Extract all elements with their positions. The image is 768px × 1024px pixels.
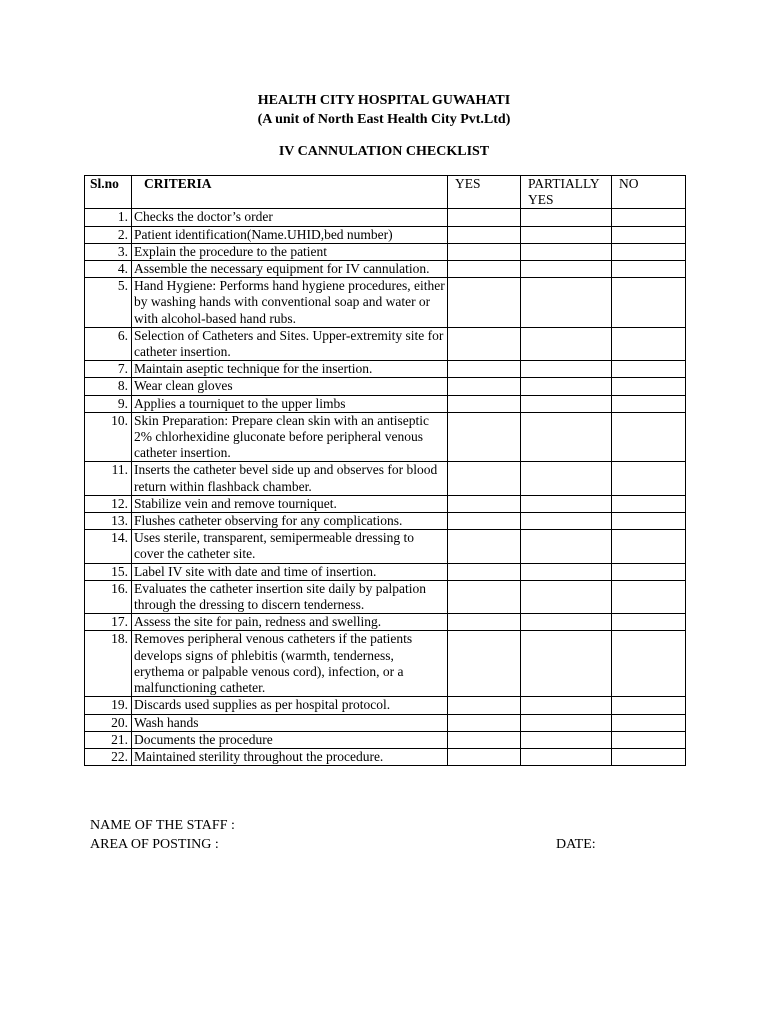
partially-label: PARTIALLY [528,176,600,191]
partially-yes-cell[interactable] [521,631,612,697]
table-row [85,731,686,748]
row-criteria: Maintain aseptic technique for the insertion. [132,361,448,378]
row-number: 14. [85,530,132,563]
table-row [85,243,686,260]
row-number: 4. [85,261,132,278]
partially-yes-cell[interactable] [521,226,612,243]
yes-cell[interactable] [448,327,521,360]
yes-cell[interactable] [448,614,521,631]
yes-cell[interactable] [448,378,521,395]
partially-yes-cell[interactable] [521,495,612,512]
no-cell[interactable] [612,714,686,731]
no-cell[interactable] [612,748,686,765]
row-number: 12. [85,495,132,512]
yes-cell[interactable] [448,513,521,530]
partially-yes-cell[interactable] [521,395,612,412]
row-criteria: Flushes catheter observing for any complications. [132,513,448,530]
hospital-unit: (A unit of North East Health City Pvt.Ltd) [257,112,511,127]
no-cell[interactable] [612,261,686,278]
table-row [85,614,686,631]
row-number: 20. [85,714,132,731]
partially-yes-header [521,176,612,209]
yes-cell[interactable] [448,731,521,748]
yes-cell[interactable] [448,530,521,563]
row-number: 6. [85,327,132,360]
row-number: 19. [85,697,132,714]
row-criteria: Removes peripheral venous catheters if the patients develops signs of phlebitis (warmth, tenderness, erythema or palpable venous cord), infection, or a malfunctioning catheter. [132,631,448,697]
table-row [85,412,686,462]
row-criteria: Uses sterile, transparent, semipermeable dressing to cover the catheter site. [132,530,448,563]
no-cell[interactable] [612,278,686,328]
yes-header: YES [448,176,521,209]
table-row [85,513,686,530]
no-cell[interactable] [612,530,686,563]
row-number: 1. [85,209,132,226]
row-criteria: Evaluates the catheter insertion site daily by palpation through the dressing to discern tenderness. [132,580,448,613]
partially-yes-cell[interactable] [521,563,612,580]
no-cell[interactable] [612,395,686,412]
row-number: 7. [85,361,132,378]
table-row [85,378,686,395]
row-number: 11. [85,462,132,495]
partially-yes-cell[interactable] [521,748,612,765]
yes-cell[interactable] [448,631,521,697]
no-cell[interactable] [612,243,686,260]
partially-yes-cell[interactable] [521,462,612,495]
table-row [85,563,686,580]
no-cell[interactable] [612,697,686,714]
partially-yes-cell[interactable] [521,261,612,278]
yes-cell[interactable] [448,714,521,731]
criteria-header: CRITERIA [132,176,448,209]
table-row [85,462,686,495]
partially-yes-cell[interactable] [521,580,612,613]
table-row [85,327,686,360]
partially-yes-cell[interactable] [521,614,612,631]
row-number: 5. [85,278,132,328]
row-criteria: Applies a tourniquet to the upper limbs [132,395,448,412]
no-cell[interactable] [612,614,686,631]
table-row [85,395,686,412]
row-criteria: Explain the procedure to the patient [132,243,448,260]
partially-yes-cell[interactable] [521,209,612,226]
no-cell[interactable] [612,580,686,613]
table-row [85,748,686,765]
date-label: DATE: [556,837,596,852]
no-cell[interactable] [612,361,686,378]
partially-yes-label: YES [528,192,554,208]
partially-yes-cell[interactable] [521,361,612,378]
partially-yes-cell[interactable] [521,243,612,260]
partially-yes-cell[interactable] [521,278,612,328]
row-criteria: Label IV site with date and time of insertion. [132,563,448,580]
partially-yes-cell[interactable] [521,530,612,563]
no-cell[interactable] [612,731,686,748]
yes-cell[interactable] [448,361,521,378]
no-cell[interactable] [612,226,686,243]
yes-cell[interactable] [448,697,521,714]
no-header: NO [612,176,686,209]
row-criteria: Checks the doctor’s order [132,209,448,226]
table-row [85,580,686,613]
partially-yes-cell[interactable] [521,731,612,748]
yes-cell[interactable] [448,278,521,328]
yes-cell[interactable] [448,395,521,412]
table-row [85,714,686,731]
table-row [85,261,686,278]
row-criteria: Maintained sterility throughout the procedure. [132,748,448,765]
no-cell[interactable] [612,327,686,360]
checklist-table [84,175,686,766]
no-cell[interactable] [612,563,686,580]
row-criteria: Wear clean gloves [132,378,448,395]
row-number: 3. [85,243,132,260]
table-header-row [85,176,686,209]
table-row [85,631,686,697]
checklist-title: IV CANNULATION CHECKLIST [278,144,490,159]
yes-cell[interactable] [448,209,521,226]
no-cell[interactable] [612,412,686,462]
row-criteria: Documents the procedure [132,731,448,748]
partially-yes-cell[interactable] [521,378,612,395]
row-number: 17. [85,614,132,631]
table-row [85,278,686,328]
no-cell[interactable] [612,378,686,395]
row-number: 16. [85,580,132,613]
no-cell[interactable] [612,462,686,495]
partially-yes-cell[interactable] [521,697,612,714]
row-criteria: Assess the site for pain, redness and swelling. [132,614,448,631]
row-criteria: Selection of Catheters and Sites. Upper-extremity site for catheter insertion. [132,327,448,360]
yes-cell[interactable] [448,563,521,580]
yes-cell[interactable] [448,261,521,278]
row-criteria: Hand Hygiene: Performs hand hygiene procedures, either by washing hands with conventional soap and water or with alcohol-based hand rubs. [132,278,448,328]
row-criteria: Discards used supplies as per hospital protocol. [132,697,448,714]
row-number: 18. [85,631,132,697]
no-cell[interactable] [612,631,686,697]
yes-cell[interactable] [448,462,521,495]
row-criteria: Skin Preparation: Prepare clean skin with an antiseptic 2% chlorhexidine gluconate before peripheral venous catheter insertion. [132,412,448,462]
row-number: 9. [85,395,132,412]
partially-yes-cell[interactable] [521,714,612,731]
partially-yes-cell[interactable] [521,513,612,530]
table-row [85,209,686,226]
partially-yes-cell[interactable] [521,327,612,360]
yes-cell[interactable] [448,412,521,462]
yes-cell[interactable] [448,748,521,765]
no-cell[interactable] [612,495,686,512]
row-number: 2. [85,226,132,243]
yes-cell[interactable] [448,243,521,260]
row-number: 10. [85,412,132,462]
no-cell[interactable] [612,209,686,226]
table-row [85,495,686,512]
table-row [85,697,686,714]
area-of-posting-label: AREA OF POSTING : [90,837,219,852]
row-number: 21. [85,731,132,748]
row-criteria: Assemble the necessary equipment for IV cannulation. [132,261,448,278]
yes-cell[interactable] [448,226,521,243]
slno-header: Sl.no [85,176,132,209]
no-cell[interactable] [612,513,686,530]
staff-name-label: NAME OF THE STAFF : [90,818,235,833]
yes-cell[interactable] [448,580,521,613]
row-criteria: Patient identification(Name.UHID,bed number) [132,226,448,243]
row-criteria: Stabilize vein and remove tourniquet. [132,495,448,512]
row-number: 13. [85,513,132,530]
row-criteria: Inserts the catheter bevel side up and observes for blood return within flashback chamber. [132,462,448,495]
row-number: 8. [85,378,132,395]
partially-yes-cell[interactable] [521,412,612,462]
table-row [85,361,686,378]
row-number: 15. [85,563,132,580]
table-row [85,226,686,243]
row-criteria: Wash hands [132,714,448,731]
row-number: 22. [85,748,132,765]
yes-cell[interactable] [448,495,521,512]
table-row [85,530,686,563]
hospital-name: HEALTH CITY HOSPITAL GUWAHATI [257,93,511,108]
